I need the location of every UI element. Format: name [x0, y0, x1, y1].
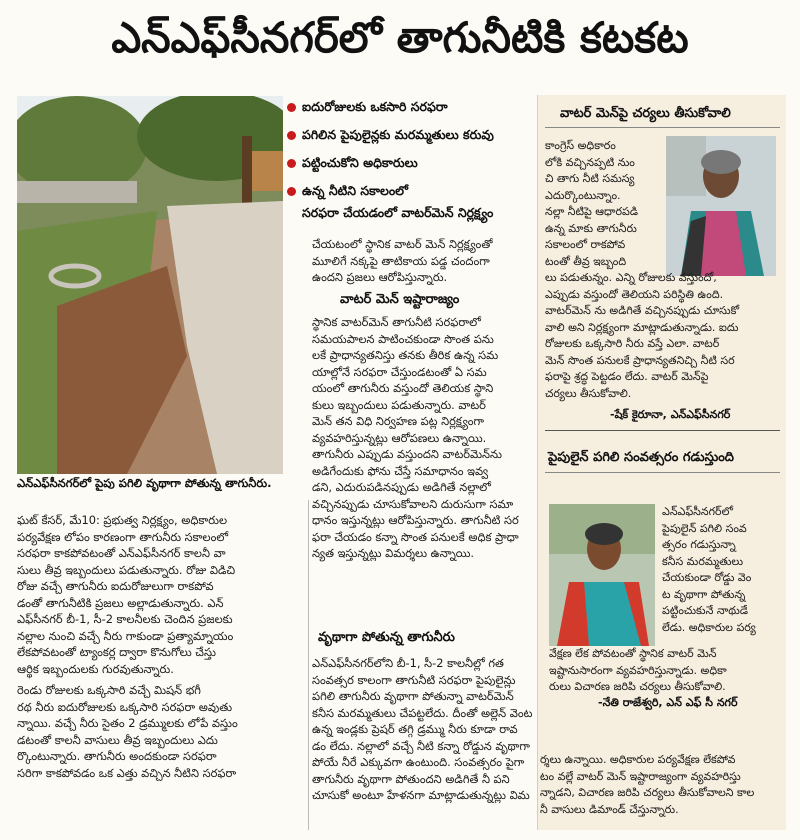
bullet-item: పగిలిన పైపులైన్లకు మరమ్మతులు కరువు: [287, 127, 537, 146]
text-line: యంలో తాగునీరు వస్తుందో తెలియక స్థాని: [312, 381, 494, 395]
text-line: ఇష్టానుసారంగా వ్యవహరిస్తున్నాడు. అధికా: [549, 663, 727, 677]
text-line: పగిలి తాగునీరు వృథాగా పోతున్నా వాటర్‌మెన్: [312, 689, 514, 703]
text-line: డటంతో కాలనీ వాసులు తీవ్ర ఇబ్బందులు ఎదు: [17, 732, 218, 747]
left-para-1: [17, 512, 305, 677]
road-photo: [17, 96, 283, 474]
text-line: రథ నీరు ఐదురోజులకు ఒక్కసారి సరఫరా అవుతు: [17, 699, 233, 714]
text-line: ఎన్ఎఫ్‌సీనగర్‌లో: [662, 505, 733, 518]
text-line: పర్యవేక్షణ లోపం కారణంగా తాగునీరు సకాలంలో: [17, 529, 229, 544]
portrait-1: [666, 136, 776, 276]
middle-intro: [312, 236, 534, 286]
sidebar-1-wide: [545, 270, 781, 402]
portrait-2: [549, 504, 655, 646]
sidebar-2-wide: [549, 646, 782, 696]
portrait-1-image: [666, 136, 776, 276]
text-line: సులు తీవ్ర ఇబ్బందులు పడుతున్నారు. రోజు విడిచి: [17, 562, 236, 577]
text-line: న్యత ఇస్తున్నట్లు విమర్శలు ఉన్నాయి.: [312, 546, 475, 560]
subheading-wastage: వృథాగా పోతున్న తాగునీరు: [318, 630, 455, 645]
text-line: పైపులైన్ పగిలి సంవ: [662, 521, 747, 535]
text-line: డని, ఎదురుపడినప్పుడు అడిగితే నల్లాలో: [312, 480, 491, 494]
sidebar-1-title: వాటర్ మెన్‌పై చర్యలు తీసుకోవాలి: [560, 106, 731, 121]
text-line: లోకి వచ్చినప్పటి నుం: [545, 155, 635, 169]
text-line: టం వల్లే వాటర్ మెన్ ఇష్టారాజ్యంగా వ్యవహరిస్తు: [540, 769, 741, 783]
text-line: లకే ప్రాధాన్యతనిస్తు తనకు తీరిక ఉన్న సమ: [312, 348, 499, 362]
bullet-item-continuation: సరఫరా చేయడంలో వాటర్‌మెన్ నిర్లక్ష్యం: [302, 205, 494, 220]
text-line: ఎఫ్‌సీనగర్ బీ-1, సీ-2 కాలనీలకు చెందిన ప్రజలకు: [17, 612, 233, 626]
text-line: కులు ఇబ్బందులు పడుతున్నారు. వాటర్: [312, 397, 486, 412]
text-line: ఎదుర్కొంటున్నాం.: [545, 188, 621, 202]
text-line: సరఫరా కాకపోవటంతో ఎన్ఎఫ్‌సీనగర్ కాలనీ వా: [17, 546, 226, 560]
text-line: న్నాయి. వచ్చే నీరు సైతం 2 డ్రమ్ములకు లోపే వస్తుం: [17, 716, 238, 730]
text-line: కనీస మరమ్మతులు: [662, 554, 744, 568]
sidebar-separator: [545, 430, 780, 431]
text-line: చూసుకో అంటూ హేళనగా మాట్లాడుతున్నట్లు విమ: [312, 788, 530, 802]
text-line: డంతో తాగునీటికి ప్రజలు అల్లాడుతున్నారు. ఎన్: [17, 595, 224, 610]
text-line: ఫరాపై శ్రద్ధ పెట్టడం లేదు. వాటర్ మెన్‌పై: [545, 370, 709, 383]
text-line: మూలిగే నక్కపై తాటికాయ పడ్డ చందంగా: [312, 253, 490, 268]
text-line: ఆర్థిక ఇబ్బందులకు గురవుతున్నారు.: [17, 661, 174, 676]
sidebar-2-rule: [545, 472, 780, 473]
text-line: పోయే నీరే ఎక్కువగా ఉంటుంది. సంవత్సరం పైగా: [312, 755, 525, 769]
middle-waterman-para: [312, 314, 537, 562]
bullet-dot-icon: [287, 159, 296, 168]
bullet-item: ఉన్న నీటిని సకాలంలో: [287, 183, 537, 202]
text-line: టంతో తీవ్ర ఇబ్బంది: [545, 254, 627, 268]
text-line: సకాలంలో రాకపోవ: [545, 238, 626, 251]
text-line: ధానం ఇస్తున్నట్లు ఆరోపిస్తున్నారు. తాగునీటి సర: [312, 513, 519, 527]
text-line: త్సరం గడుస్తున్నా: [662, 538, 736, 551]
text-line: ఎప్పుడు వస్తుందో తెలియని పరిస్థితి ఉంది.: [545, 287, 724, 301]
text-line: సంవత్సర కాలంగా తాగునీటి సరఫరా పైపులైన్లు: [312, 672, 516, 687]
column-divider: [308, 500, 309, 830]
text-line: చేయకుండా రోడ్డు వెం: [662, 571, 752, 584]
text-line: కాంగ్రెస్ అధికారం: [545, 139, 616, 152]
text-line: న్నాడని, విచారణ జరిపి చర్యలు తీసుకోవాలని కాల: [540, 786, 755, 799]
text-line: వేక్షణ లేక పోవటంతో స్థానిక వాటర్ మెన్: [549, 647, 717, 660]
bullet-item: పట్టించుకోని అధికారులు: [287, 155, 537, 174]
text-line: పట్టించుకునే నాథుడే: [662, 604, 748, 617]
text-line: ర్కొంటున్నారు. తాగునీరు అందకుండా సరఫరా: [17, 749, 217, 763]
text-line: ఫరా చేయడం కన్నా సొంత పనులకే అధిక ప్రాధా: [312, 529, 519, 544]
text-line: తాగునీరు ఎప్పుడు వస్తుందని వాటర్‌మెన్‌ను: [312, 447, 502, 461]
text-line: రులు విచారణ జరిపి చర్యలు తీసుకోవాలి.: [549, 680, 726, 693]
text-line: నల్లాల నుంచి వచ్చే నీరు గాకుండా ప్రత్యామ్నాయం: [17, 628, 234, 643]
text-line: చేయటంలో స్థానిక వాటర్ మెన్ నిర్లక్ష్యంతో: [312, 237, 493, 251]
bullet-item: ఐదురోజులకు ఒకసారి సరఫరా: [287, 99, 537, 118]
text-line: ఉందని ప్రజలు ఆరోపిస్తున్నారు.: [312, 270, 448, 284]
text-line: లేడు. అధికారుల పర్య: [662, 620, 756, 634]
text-line: వాటర్‌మెన్ ను అడిగితే వచ్చినప్పుడు చూసుకో: [545, 304, 740, 317]
subheading-waterman: వాటర్ మెన్ ఇష్టారాజ్యం: [340, 292, 460, 307]
text-line: నల్లా నీటిపై ఆధారపడి: [545, 205, 638, 218]
text-line: ర్శలు ఉన్నాయి. అధికారుల పర్యవేక్షణ లేకపోవ: [540, 753, 736, 766]
text-line: రోజు వచ్చే తాగునీరు ఐదురోజులుగా రాకపోవ: [17, 579, 214, 593]
text-line: లేకపోవటంతో ట్యాంకర్ల ద్వారా కొనుగోలు చేస్తు: [17, 645, 216, 659]
text-line: మెన్ తన విధి నిర్వహణ పట్ల నిర్లక్ష్యంగా: [312, 414, 485, 428]
text-line: లు పడుతున్నం. ఎన్ని రోజులకు వస్తుందో,: [545, 271, 717, 284]
text-line: వాలి అని నిర్లక్ష్యంగా మాట్లాడుతున్నాడు. ఐదు: [545, 320, 739, 334]
bullet-dot-icon: [287, 187, 296, 196]
text-line: తాగునీరు వృథాగా పోతుందని అడిగితే నీ పని: [312, 771, 510, 786]
text-line: అడిగేందుకు ఫోను చేస్తే సమాధానం ఇవ్వ: [312, 463, 489, 478]
portrait-2-image: [549, 504, 655, 646]
headline: ఎన్ఎఫ్‌సీనగర్‌లో తాగునీటికి కటకట: [111, 13, 689, 62]
text-line: వ్యవహరిస్తున్నట్లు ఆరోపణలు ఉన్నాయి.: [312, 430, 487, 445]
text-line: రెండు రోజులకు ఒక్కసారి వచ్చే మిషన్ భగీ: [17, 683, 201, 697]
text-line: చర్యలు తీసుకోవాలి.: [545, 386, 632, 400]
sidebar-1-signature: -షేక్ కైరూనా, ఎన్ఎఫ్‌సీనగర్: [610, 408, 731, 421]
bullet-dot-icon: [287, 131, 296, 140]
text-line: ట వృథాగా పోతున్న: [662, 587, 746, 601]
text-line: డం లేదు. నల్లాలో వచ్చే నీటి కన్నా రోడ్డున వృథాగా: [312, 738, 530, 753]
sidebar-2-title: పైపులైన్ పగిలి సంవత్సరం గడుస్తుంది: [548, 450, 734, 465]
road-photo-image: [17, 96, 283, 474]
middle-wastage-para: [312, 655, 537, 804]
sidebar-2-signature: -నేతి రాజేశ్వరి, ఎన్ ఎఫ్ సీ నగర్: [598, 696, 738, 709]
sidebar-1-narrow: [545, 138, 665, 270]
text-line: సమయపాలన పాటించకుండా సొంత పను: [312, 331, 494, 346]
text-line: స్థానిక వాటర్‌మెన్ తాగునీటి సరఫరాలో: [312, 315, 481, 329]
text-line: చి తాగు నీటి సమస్య: [545, 172, 635, 185]
photo-caption: ఎన్ఎఫ్‌సీనగర్‌లో పైపు పగిలి వృథాగా పోతున్న తాగునీరు.: [17, 476, 272, 490]
sidebar-2-narrow: [662, 504, 782, 636]
text-line: యాల్లోనే సరఫరా చేస్తుండటంతో ఏ సమ: [312, 364, 487, 379]
bottom-right-para: [540, 752, 788, 818]
bullet-dot-icon: [287, 103, 296, 112]
text-line: ఎన్ఎఫ్‌సీనగర్‌లోని బీ-1, సీ-2 కాలనీల్లో గత: [312, 656, 504, 670]
text-line: సరిగా కాకపోవడం ఒక ఎత్తు వచ్చిన నీటిని సరఫరా: [17, 765, 237, 780]
text-line: నీ వాసులు డిమాండ్ చేస్తున్నారు.: [540, 802, 679, 816]
left-para-2: [17, 682, 305, 781]
text-line: ఉన్న ఇండ్లకు ప్రెషర్ తగ్గి డ్రమ్ము నీరు కూడా రావ: [312, 722, 518, 736]
text-line: మెన్ సొంత పనులకే ప్రాధాన్యతనిచ్చి నీటి సర: [545, 353, 735, 367]
text-line: ఘట్ కేసర్, మే10: ప్రభుత్వ నిర్లక్ష్యం, అధికారుల: [17, 513, 228, 527]
text-line: వచ్చినప్పుడు చూసుకోవాలని దురుసుగా సమా: [312, 496, 514, 511]
text-line: ఉన్న మాకు తాగునీరు: [545, 221, 637, 235]
text-line: రోజులకు ఒక్కసారి నీరు వస్తే ఎలా. వాటర్: [545, 337, 720, 350]
text-line: కనీస మరమ్మతులు చేపట్టలేదు. దీంతో అల్లెన్ వెంట: [312, 705, 533, 720]
sidebar-1-rule: [545, 127, 780, 128]
